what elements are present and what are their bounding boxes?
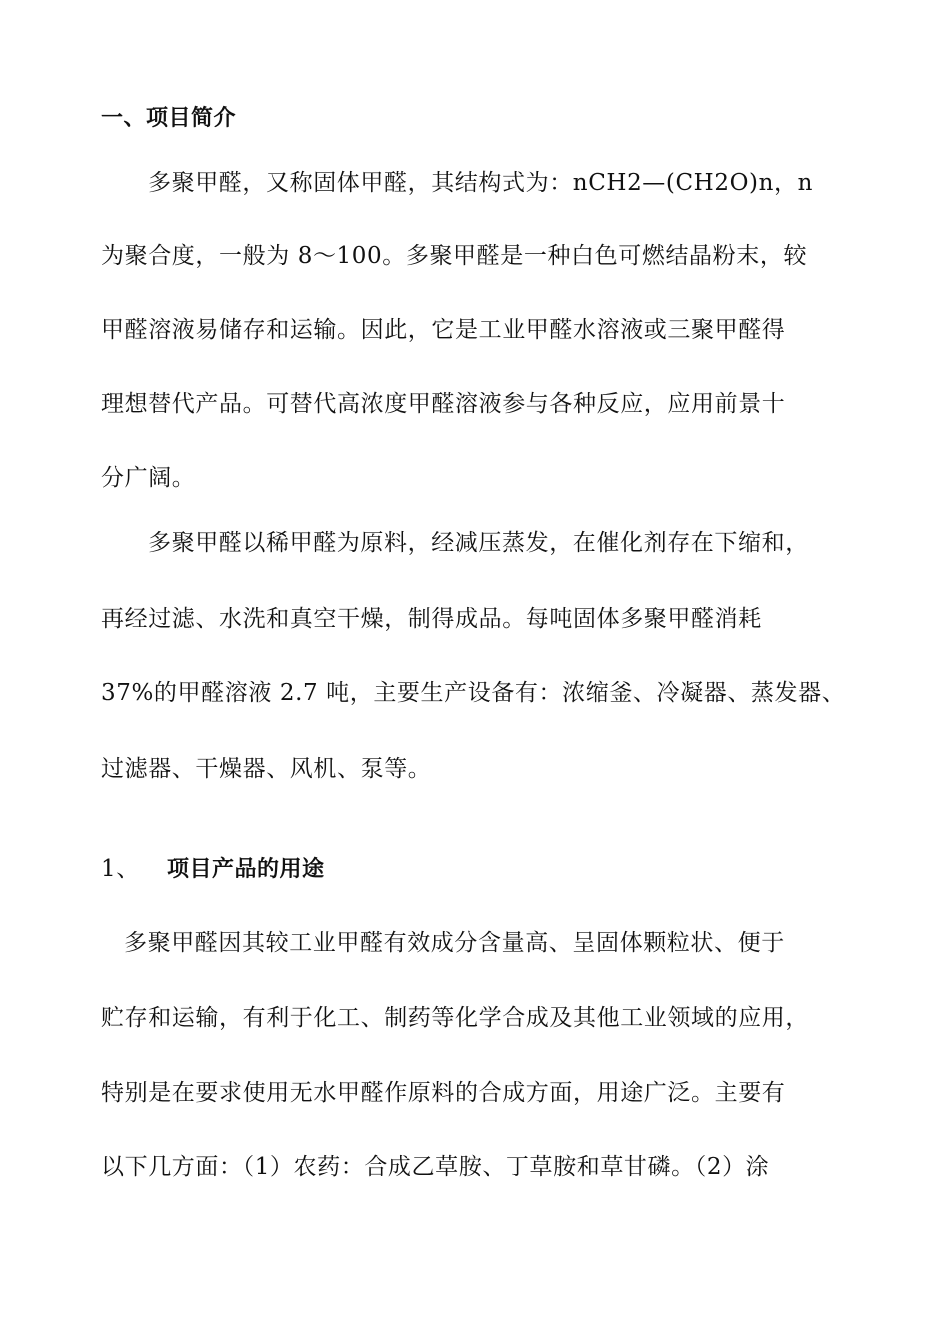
paragraph-line: 分广阔。 [101, 465, 196, 491]
paragraph-line: 理想替代产品。可替代高浓度甲醛溶液参与各种反应，应用前景十 [101, 391, 786, 417]
paragraph-line: 特别是在要求使用无水甲醛作原料的合成方面，用途广泛。主要有 [101, 1080, 786, 1106]
paragraph-line: 再经过滤、水洗和真空干燥，制得成品。每吨固体多聚甲醛消耗 [101, 606, 762, 632]
paragraph-line: 多聚甲醛，又称固体甲醛，其结构式为：nCH2—(CH2O)n，n [148, 170, 814, 196]
paragraph-line: 为聚合度，一般为 8～100。多聚甲醛是一种白色可燃结晶粉末，较 [101, 243, 808, 269]
paragraph-line: 37%的甲醛溶液 2.7 吨，主要生产设备有：浓缩釜、冷凝器、蒸发器、 [101, 680, 846, 706]
paragraph-line: 多聚甲醛以稀甲醛为原料，经减压蒸发，在催化剂存在下缩和， [148, 530, 809, 556]
paragraph-line: 以下几方面：（1）农药：合成乙草胺、丁草胺和草甘磷。（2）涂 [101, 1154, 770, 1180]
paragraph-line: 甲醛溶液易储存和运输。因此，它是工业甲醛水溶液或三聚甲醛得 [101, 317, 786, 343]
section-heading-usage [101, 854, 871, 885]
section-heading-intro: 一、项目简介 [101, 106, 237, 131]
section-number: 1、 [101, 856, 140, 882]
paragraph-line: 过滤器、干燥器、风机、泵等。 [101, 756, 432, 782]
paragraph-line: 多聚甲醛因其较工业甲醛有效成分含量高、呈固体颗粒状、便于 [124, 930, 785, 956]
section-title: 项目产品的用途 [167, 857, 325, 882]
paragraph-line: 贮存和运输，有利于化工、制药等化学合成及其他工业领域的应用， [101, 1005, 809, 1031]
